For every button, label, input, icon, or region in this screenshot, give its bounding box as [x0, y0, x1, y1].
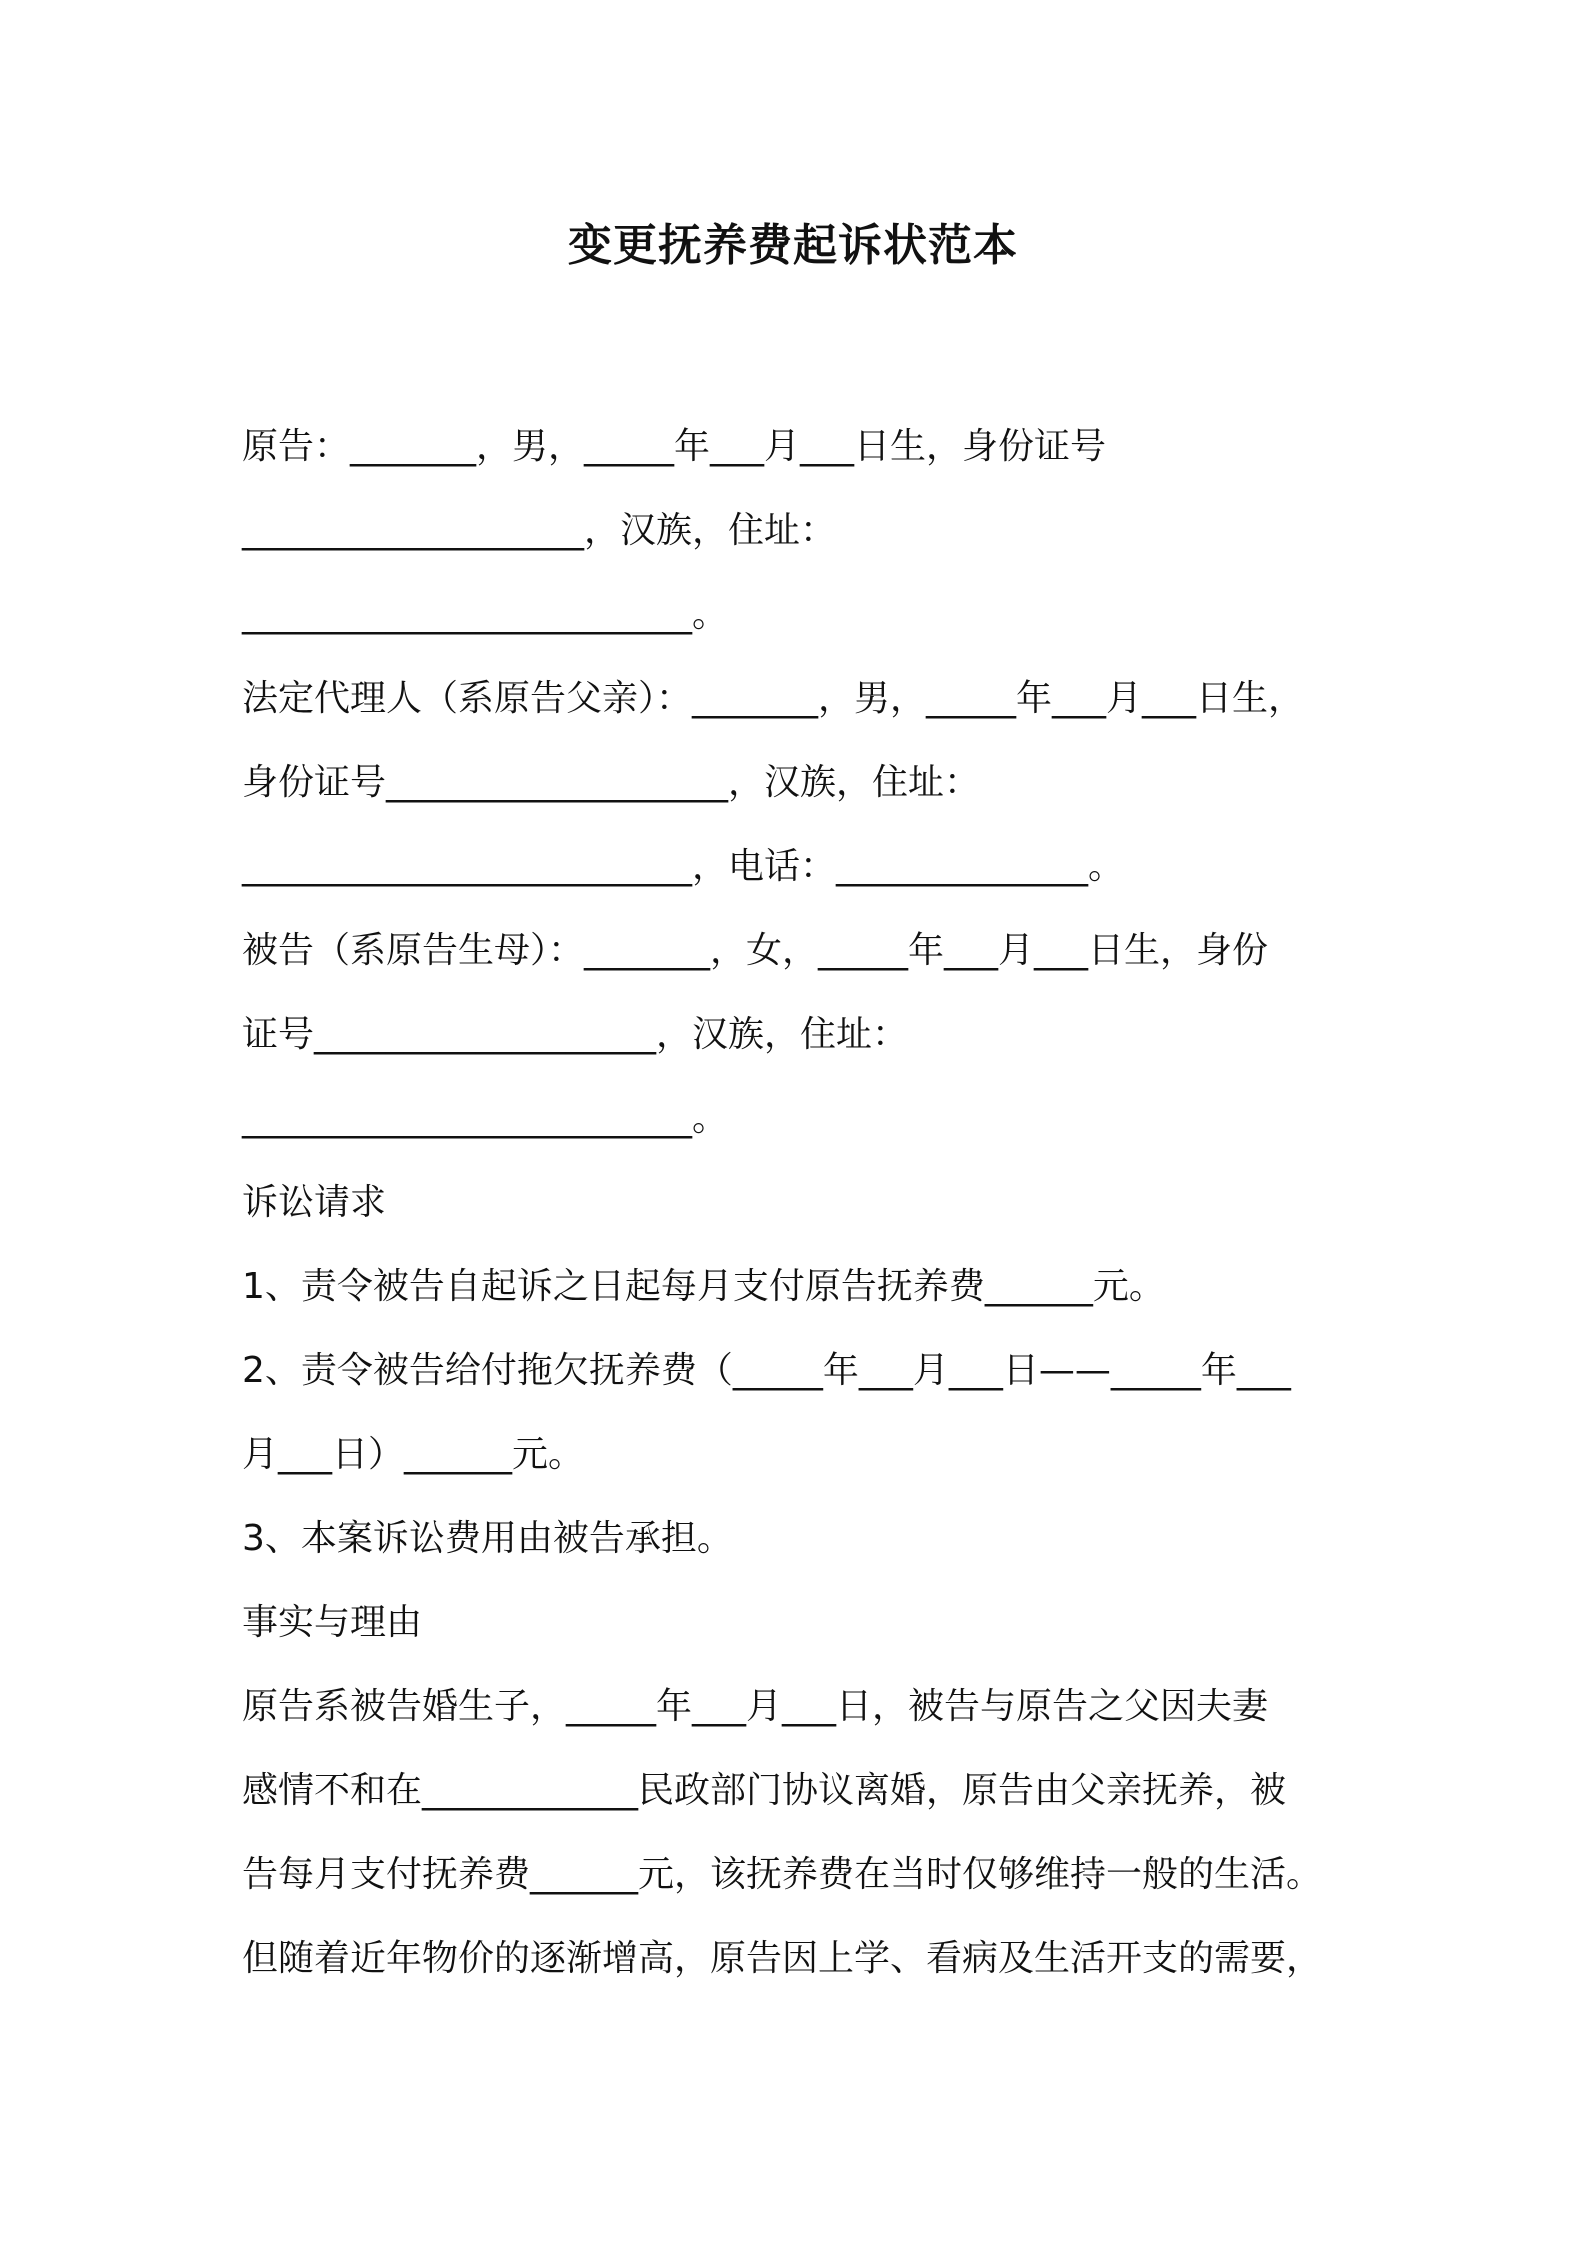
facts-heading: 事实与理由	[242, 1602, 423, 1643]
plaintiff-line-2: ___________________，汉族，住址：	[242, 510, 837, 551]
facts-line-3: 告每月支付抚养费______元，该抚养费在当时仅够维持一般的生活。	[242, 1854, 1323, 1895]
document-title: 变更抚养费起诉状范本	[568, 220, 1018, 271]
facts-line-2: 感情不和在____________民政部门协议离婚，原告由父亲抚养，被	[242, 1770, 1287, 1811]
claims-heading: 诉讼请求	[242, 1182, 387, 1223]
document-body	[242, 405, 1382, 2001]
defendant-line-1: 被告（系原告生母）：_______，女，_____年___月___日生，身份	[242, 930, 1269, 971]
defendant-line-3: _________________________。	[242, 1098, 728, 1139]
claim-item-3: 3、本案诉讼费用由被告承担。	[242, 1518, 733, 1559]
plaintiff-line-3: _________________________。	[242, 594, 728, 635]
guardian-line-2: 身份证号___________________，汉族，住址：	[242, 762, 981, 803]
claim-item-2-line-1: 2、责令被告给付拖欠抚养费（_____年___月___日——_____年___	[242, 1350, 1291, 1391]
facts-line-1: 原告系被告婚生子，_____年___月___日，被告与原告之父因夫妻	[242, 1686, 1269, 1727]
plaintiff-line-1: 原告：_______，男，_____年___月___日生，身份证号	[242, 426, 1107, 467]
defendant-line-2: 证号___________________，汉族，住址：	[242, 1014, 909, 1055]
facts-line-4: 但随着近年物价的逐渐增高，原告因上学、看病及生活开支的需要，	[242, 1938, 1323, 1979]
claim-item-2-line-2: 月___日）______元。	[242, 1434, 585, 1475]
guardian-line-3: _________________________，电话：______________。	[242, 846, 1125, 887]
guardian-line-1: 法定代理人（系原告父亲）：_______，男，_____年___月___日生，	[242, 678, 1305, 719]
claim-item-1: 1、责令被告自起诉之日起每月支付原告抚养费______元。	[242, 1266, 1165, 1307]
